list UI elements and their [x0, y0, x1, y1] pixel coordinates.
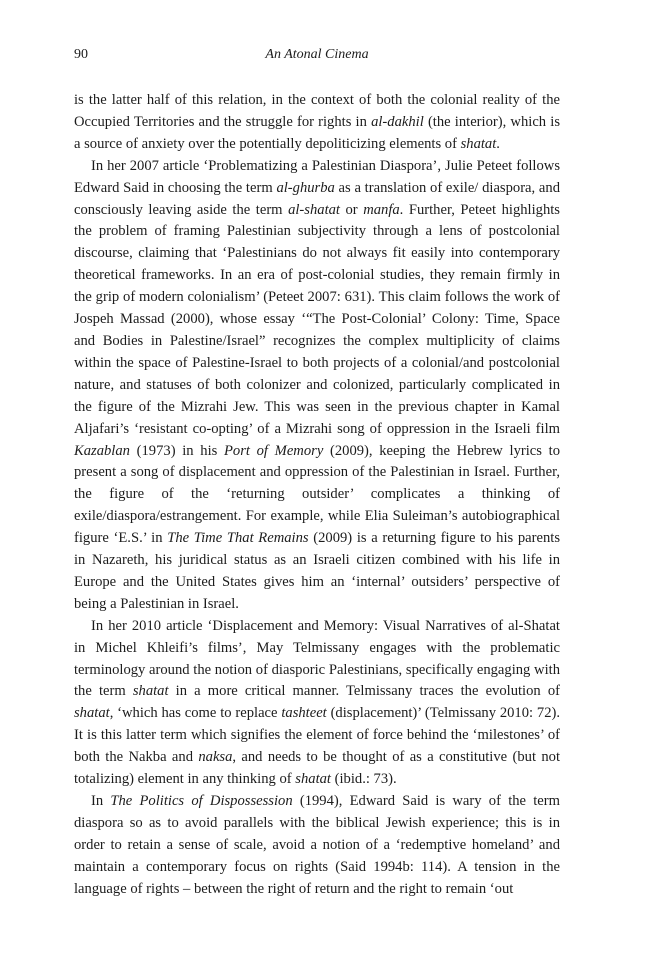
italic-text: The Politics of Dispossession: [110, 793, 293, 809]
text-segment: as a translation of exile/ diaspora, and consciously leaving aside the term: [74, 179, 561, 218]
text-segment: (2009), keeping the Hebrew lyrics to present a song of displacement and oppression of the Palestinian in Israel. Further, the figure of the ‘returning outsider’ complicates a thinking of exile/diaspora/estrangement. For example, while Elia Suleiman’s autobiographical figure ‘E.S.’ in: [74, 442, 560, 547]
italic-text: shatat: [74, 705, 110, 722]
running-title: An Atonal Cinema: [265, 47, 369, 62]
italic-text: Port of Memory: [224, 442, 324, 459]
text-segment: is the latter half of this relation, in the context of both the colonial reality of the Occupied Territories and the struggle for rights in: [74, 92, 560, 130]
text-segment: (2009) is a returning figure to his parents in Nazareth, his juridical status as an Israeli citizen combined with his life in Europe and the United States gives him an ‘internal’ outsiders’ perspective of being a Palestinian in Israel.: [74, 530, 561, 612]
text-segment: .: [496, 135, 500, 152]
text-segment: In her 2007 article ‘Problematizing a Palestinian Diaspora’, Julie Peteet follows Edward Said in choosing the term: [74, 157, 560, 196]
italic-text: al-ghurba: [276, 179, 335, 196]
italic-text: shatat: [460, 135, 497, 152]
italic-text: tashteet: [281, 705, 327, 722]
text-segment: (displacement)’ (Telmissany 2010: 72). It is this latter term which signifies the element of force behind the ‘milestones’ of both the Nakba and: [74, 705, 561, 766]
text-segment: (1973) in his: [129, 442, 224, 459]
italic-text: shatat: [132, 683, 169, 700]
italic-text: al-dakhil: [371, 113, 424, 130]
italic-text: naksa: [198, 749, 233, 766]
paragraph: [74, 791, 560, 901]
italic-text: manfa: [363, 201, 400, 218]
text-segment: In: [91, 793, 111, 809]
body-text: [74, 90, 560, 901]
text-segment: In her 2010 article ‘Displacement and Memory: Visual Narratives of al-Shatat in Michel Khleifi’s films’, May Telmissany engages with the problematic terminology around the notion of diasporic Palestinians, specifically engaging with the term: [74, 617, 560, 700]
text-segment: or: [339, 201, 364, 218]
page-header: [74, 47, 560, 67]
text-segment: (ibid.: 73).: [330, 771, 397, 788]
text-segment: , ‘which has come to replace: [109, 705, 282, 722]
italic-text: The Time That Remains: [167, 530, 309, 547]
italic-text: shatat: [295, 771, 331, 788]
italic-text: al-shatat: [288, 201, 340, 218]
text-segment: (1994), Edward Said is wary of the term diaspora so as to avoid parallels with the biblical Jewish experience; this is in order to retain a sense of scale, avoid a notion of a ‘redemptive homeland’ and maintain a contemporary focus on rights (Said 1994b: 114). A tension in the language of rights – between the right of return and the right to remain ‘out: [74, 793, 560, 897]
text-segment: . Further, Peteet highlights the problem of framing Palestinian subjectivity through a lens of postcolonial discourse, claiming that ‘Palestinians do not always fit easily into contemporary theoretical frameworks. In an era of post-colonial studies, they remain firmly in the grip of modern colonialism’ (Peteet 2007: 631). This claim follows the work of Jospeh Massad (2000), whose essay ‘“The Post-Colonial’ Colony: Time, Space and Bodies in Palestine/Israel” recognizes the complex multiplicity of claims within the space of Palestine-Israel to both projects of a colonial/and postcolonial nature, and statuses of both colonizer and colonized, particularly complicated in the figure of the Mizrahi Jew. This was seen in the previous chapter in Kamal Aljafari’s ‘resistant co-opting’ of a Mizrahi song of oppression in the Israeli film: [74, 201, 560, 437]
text-segment: in a more critical manner. Telmissany traces the evolution of: [168, 683, 560, 700]
text-segment: (the interior), which is a source of anxiety over the potentially depoliticizing elements of: [74, 113, 560, 152]
page-number: 90: [74, 47, 88, 62]
italic-text: Kazablan: [74, 442, 130, 459]
text-segment: , and needs to be thought of as a constitutive (but not totalizing) element in any thinking of: [74, 749, 560, 788]
paragraph: [74, 616, 560, 791]
paragraph: [74, 156, 560, 616]
paragraph: [74, 90, 560, 156]
